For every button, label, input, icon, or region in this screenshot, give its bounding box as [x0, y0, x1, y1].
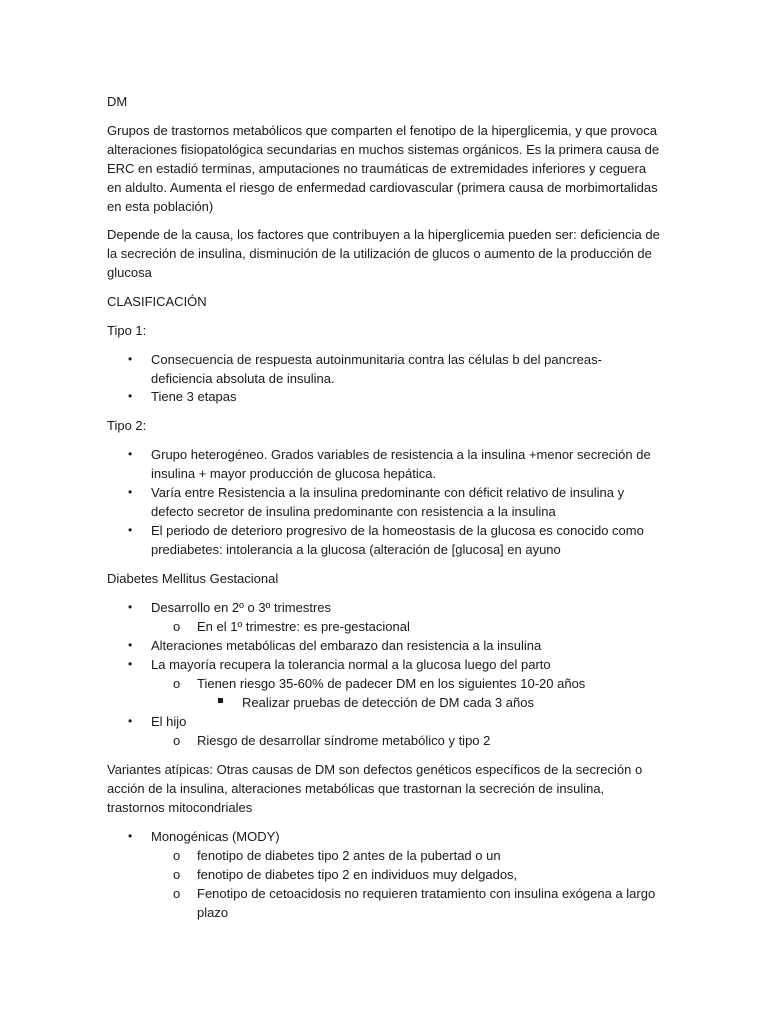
bullet-icon: • — [128, 600, 133, 614]
list-item — [128, 350, 656, 388]
list-item-text: Alteraciones metabólicas del embarazo dan resistencia a la insulina — [151, 638, 542, 653]
list-item-text: Riesgo de desarrollar síndrome metabólico y tipo 2 — [197, 733, 491, 748]
circle-bullet-icon: o — [173, 886, 181, 901]
intro-paragraph: Grupos de trastornos metabólicos que comparten el fenotipo de la hiperglicemia, y que provoca alteraciones fisiopatológica secundarias en muchos sistemas orgánicos. Es la primera causa de ERC en estadió terminas, amputaciones no traumáticas de extremidades inferiores y ceguera en aldulto. Aumenta el riesgo de enfermedad cardiovascular (primera causa de morbimortalidas en esta población) — [107, 123, 660, 214]
list-item-text: Fenotipo de cetoacidosis no requieren tratamiento con insulina exógena a largo plazo — [197, 886, 656, 920]
list-item — [173, 846, 657, 865]
bullet-icon: • — [128, 389, 133, 403]
type2-heading: Tipo 2: — [107, 418, 147, 433]
circle-bullet-icon: o — [173, 867, 181, 882]
bullet-icon: • — [128, 714, 133, 728]
list-item-text: Consecuencia de respuesta autoinmunitaria contra las células b del pancreas- deficiencia absoluta de insulina. — [151, 352, 602, 386]
bullet-icon: • — [128, 638, 133, 652]
list-item — [242, 693, 652, 712]
list-item — [173, 674, 657, 693]
bullet-icon: • — [128, 352, 133, 366]
circle-bullet-icon: o — [173, 733, 181, 748]
circle-bullet-icon: o — [173, 676, 181, 691]
list-item — [173, 731, 657, 750]
list-item-text: Tienen riesgo 35-60% de padecer DM en los siguientes 10-20 años — [197, 676, 586, 691]
classification-heading: CLASIFICACIÓN — [107, 294, 207, 309]
list-item-text: Desarrollo en 2º o 3º trimestres — [151, 600, 332, 615]
list-item-text: Varía entre Resistencia a la insulina predominante con déficit relativo de insulina y defecto secretor de insulina predominante con resistencia a la insulina — [151, 485, 625, 519]
list-item — [128, 445, 656, 483]
list-item-text: Monogénicas (MODY) — [151, 829, 280, 844]
list-item-text: La mayoría recupera la tolerancia normal a la glucosa luego del parto — [151, 657, 551, 672]
list-item-text: En el 1º trimestre: es pre-gestacional — [197, 619, 410, 634]
list-item — [128, 521, 656, 559]
list-item — [173, 884, 657, 922]
list-item-text: Grupo heterogéneo. Grados variables de resistencia a la insulina +menor secreción de insulina + mayor producción de glucosa hepática. — [151, 447, 651, 481]
causes-paragraph: Depende de la causa, los factores que contribuyen a la hiperglicemia pueden ser: deficiencia de la secreción de insulina, disminución de la utilización de glucos o aumento de la producción de glucosa — [107, 227, 660, 280]
bullet-icon: • — [128, 829, 133, 843]
list-item-text: Tiene 3 etapas — [151, 389, 237, 404]
bullet-icon: • — [128, 657, 133, 671]
square-bullet-icon — [218, 693, 230, 712]
list-item — [128, 655, 656, 674]
list-item — [128, 712, 656, 731]
list-item-text: El periodo de deterioro progresivo de la homeostasis de la glucosa es conocido como prediabetes: intolerancia a la glucosa (alteración de [glucosa] en ayuno — [151, 523, 644, 557]
bullet-icon: • — [128, 523, 133, 537]
list-item-text: fenotipo de diabetes tipo 2 en individuos muy delgados, — [197, 867, 518, 882]
list-item-text: fenotipo de diabetes tipo 2 antes de la pubertad o un — [197, 848, 501, 863]
circle-bullet-icon: o — [173, 619, 181, 634]
gestational-heading: Diabetes Mellitus Gestacional — [107, 571, 279, 586]
list-item-text: El hijo — [151, 714, 187, 729]
list-item — [128, 827, 656, 846]
list-item — [173, 617, 657, 636]
list-item-text: Realizar pruebas de detección de DM cada 3 años — [242, 695, 534, 710]
document-title: DM — [107, 94, 128, 109]
list-item — [128, 636, 656, 655]
bullet-icon: • — [128, 447, 133, 461]
bullet-icon: • — [128, 485, 133, 499]
type1-heading: Tipo 1: — [107, 323, 147, 338]
list-item — [128, 387, 656, 406]
circle-bullet-icon: o — [173, 848, 181, 863]
atypical-paragraph: Variantes atípicas: Otras causas de DM son defectos genéticos específicos de la secreción o acción de la insulina, alteraciones metabólicas que trastornan la secreción de insulina, trastornos mitocondriales — [107, 762, 643, 815]
list-item — [128, 483, 656, 521]
list-item — [128, 598, 656, 617]
list-item — [173, 865, 657, 884]
